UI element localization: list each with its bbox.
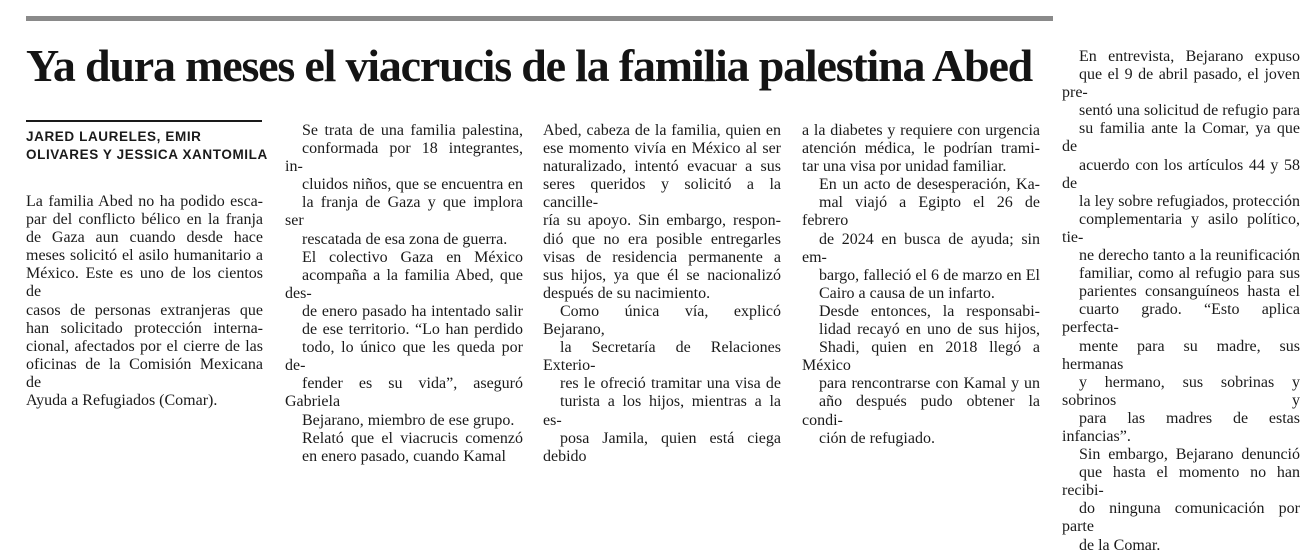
article-paragraph — [285, 430, 523, 466]
byline-line: JARED LAURELES, EMIR — [26, 129, 202, 144]
text-line: ne derecho tanto a la reunificación — [1079, 247, 1300, 265]
text-line: de 2024 en busca de ayuda; sin em- — [802, 230, 1040, 266]
byline-rule — [26, 120, 262, 122]
text-line: cluidos niños, que se encuentra en — [302, 176, 523, 194]
article-column-2 — [285, 122, 523, 466]
text-line: año después pudo obtener la condi- — [802, 393, 1040, 429]
article-paragraph — [802, 122, 1040, 176]
text-line: En entrevista, Bejarano expuso — [1079, 48, 1300, 65]
text-line: en enero pasado, cuando Kamal — [302, 447, 506, 465]
text-line: tar una visa por unidad familiar. — [802, 158, 1007, 176]
text-line: cional, afectados por el cierre de las — [26, 337, 263, 355]
text-line: Relató que el viacrucis comenzó — [302, 429, 523, 447]
text-line: bargo, falleció el 6 de marzo en El — [819, 266, 1040, 284]
text-line: la Secretaría de Relaciones Exterio- — [543, 339, 781, 375]
text-line: Abed, cabeza de la familia, quien en — [543, 122, 781, 139]
text-line: seres queridos y solicitó a la cancille- — [543, 176, 781, 212]
text-line: mal viajó a Egipto el 26 de febrero — [802, 194, 1040, 230]
text-line: Desde entonces, la responsabi- — [819, 302, 1040, 320]
text-line: atención médica, le podrían trami- — [802, 140, 1040, 158]
article-paragraph — [285, 122, 523, 249]
text-line: dió que no era posible entregarles — [543, 230, 781, 248]
text-line: lidad recayó en uno de sus hijos, — [819, 321, 1040, 339]
article-column-3 — [543, 122, 781, 466]
text-line: México. Este es uno de los cientos de — [26, 265, 263, 301]
text-line: Como única vía, explicó Bejarano, — [543, 302, 781, 339]
article-column-5 — [1062, 48, 1300, 555]
text-line: para las madres de estas infancias”. — [1062, 409, 1300, 445]
text-line: ese momento vivía en México al ser — [543, 140, 781, 158]
text-line: que el 9 de abril pasado, el joven pre- — [1062, 66, 1300, 102]
text-line: de la Comar. — [1079, 536, 1161, 554]
text-line: a la diabetes y requiere con urgencia — [802, 122, 1040, 139]
text-line: para rencontrarse con Kamal y un — [819, 375, 1040, 393]
text-line: ría su apoyo. Sin embargo, respon- — [543, 212, 781, 230]
text-line: acuerdo con los artículos 44 y 58 de — [1062, 156, 1300, 192]
text-line: oficinas de la Comisión Mexicana de — [26, 355, 263, 391]
text-line: que hasta el momento no han recibi- — [1062, 464, 1300, 500]
text-line: turista a los hijos, mientras a la es- — [543, 393, 781, 429]
article-paragraph — [1062, 48, 1300, 446]
text-line: Shadi, quien en 2018 llegó a México — [802, 339, 1040, 375]
article-paragraph — [1062, 446, 1300, 555]
text-line: do ninguna comunicación por parte — [1062, 500, 1300, 536]
text-line: Cairo a causa de un infarto. — [819, 284, 995, 302]
text-line: par del conflicto bélico en la franja — [26, 211, 263, 229]
text-line: Bejarano, miembro de ese grupo. — [302, 411, 515, 429]
article-paragraph — [543, 122, 781, 303]
text-line: después de su nacimiento. — [543, 284, 711, 302]
text-line: han solicitado protección interna- — [26, 319, 263, 337]
text-line: complementaria y asilo político, tie- — [1062, 210, 1300, 246]
text-line: y hermano, sus sobrinas y sobrinos y — [1062, 373, 1300, 409]
text-line: su familia ante la Comar, ya que de — [1062, 120, 1300, 156]
text-line: En un acto de desesperación, Ka- — [819, 176, 1040, 194]
text-line: todo, lo único que les queda por de- — [285, 339, 523, 375]
article-paragraph — [26, 193, 263, 410]
text-line: de Gaza aun cuando desde hace — [26, 229, 263, 247]
text-line: la ley sobre refugiados, protección — [1079, 192, 1300, 210]
text-line: parientes consanguíneos hasta el — [1079, 283, 1300, 301]
text-line: conformada por 18 integrantes, in- — [285, 140, 523, 176]
byline — [26, 128, 276, 164]
text-line: Se trata de una familia palestina, — [302, 122, 523, 139]
text-line: familiar, como al refugio para sus — [1079, 265, 1300, 283]
headline: Ya dura meses el viacrucis de la familia palestina Abed — [26, 40, 1033, 91]
text-line: ción de refugiado. — [819, 429, 935, 447]
text-line: posa Jamila, quien está ciega debido — [543, 429, 781, 465]
article-paragraph — [802, 303, 1040, 448]
text-line: meses solicitó el asilo humanitario a — [26, 247, 263, 265]
text-line: visas de residencia permanente a — [543, 248, 781, 266]
article-paragraph — [543, 303, 781, 466]
text-line: fender es su vida”, aseguró Gabriela — [285, 375, 523, 411]
byline-line: OLIVARES Y JESSICA XANTOMILA — [26, 147, 268, 162]
text-line: mente para su madre, sus hermanas — [1062, 337, 1300, 373]
text-line: rescatada de esa zona de guerra. — [302, 230, 508, 248]
text-line: sentó una solicitud de refugio para — [1079, 102, 1300, 120]
text-line: cuarto grado. “Esto aplica perfecta- — [1062, 301, 1300, 337]
top-rule — [26, 16, 1053, 21]
text-line: La familia Abed no ha podido esca- — [26, 193, 263, 210]
text-line: acompaña a la familia Abed, que des- — [285, 266, 523, 302]
article-paragraph — [285, 249, 523, 430]
text-line: res le ofreció tramitar una visa de — [560, 375, 781, 393]
text-line: la franja de Gaza y que implora ser — [285, 194, 523, 230]
article-paragraph — [802, 176, 1040, 303]
text-line: Sin embargo, Bejarano denunció — [1079, 446, 1300, 464]
article-column-1 — [26, 193, 263, 410]
text-line: sus hijos, ya que él se nacionalizó — [543, 266, 781, 284]
text-line: de ese territorio. “Lo han perdido — [302, 321, 523, 339]
text-line: Ayuda a Refugiados (Comar). — [26, 392, 218, 410]
text-line: naturalizado, intentó evacuar a sus — [543, 158, 781, 176]
text-line: casos de personas extranjeras que — [26, 301, 263, 319]
article-column-4 — [802, 122, 1040, 448]
text-line: de enero pasado ha intentado salir — [302, 302, 523, 320]
text-line: El colectivo Gaza en México — [302, 248, 523, 266]
